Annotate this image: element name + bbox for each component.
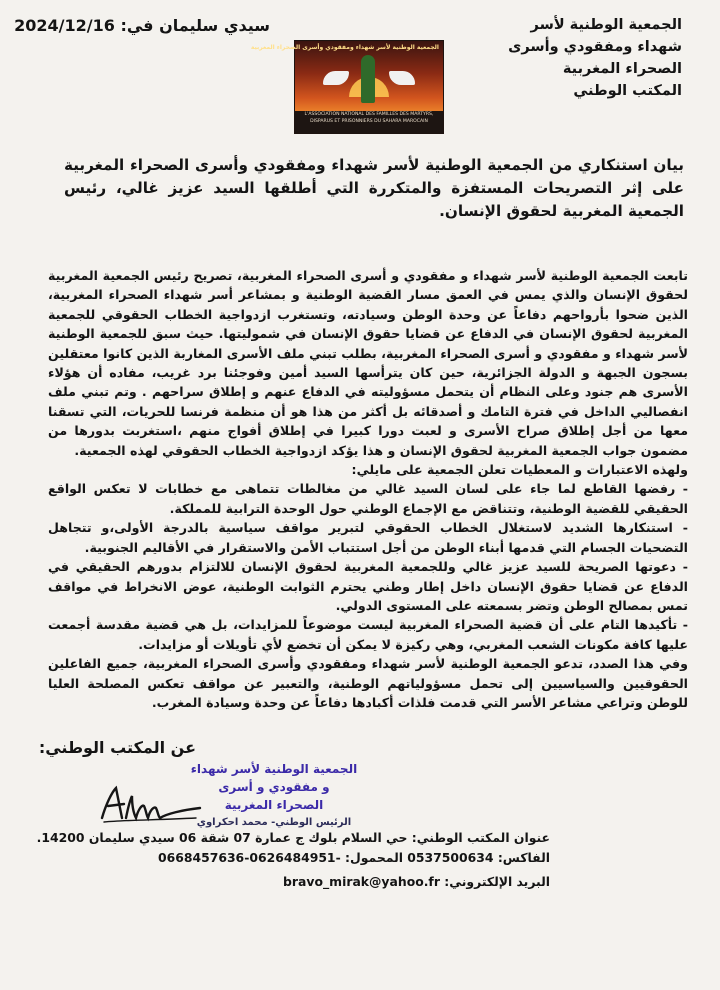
body-point-3: - دعوتها الصريحة للسيد عزيز غالي وللجمعية المغربية لحقوق الإنسان للالتزام بدورهم الحقيقي في الدفاع عن قضايا حقوق الإنسان داخل إطار وطني يحترم الثوابت الوطنية، عوض الانخراط في مواقف تمس بمصالح الوطن وتضر بسمعته على المستوى الدولي.: [48, 559, 688, 613]
mobile-value: -0626484951-0668457636: [157, 850, 341, 865]
footer-phones: [90, 848, 550, 868]
stamp-line-2: و مفقودي و أسرى: [218, 780, 330, 794]
body-paragraph-1: تابعت الجمعية الوطنية لأسر شهداء و مفقودي و أسرى الصحراء المغربية، تصريح رئيس الجمعية المغربية لحقوق الإنسان والذي يمس في العمق مسار القضية الوطنية و بمشاعر أسر شهداء الصحراء المغربية، الذين ضحوا بأرواحهم دفاعاً عن وحدة الوطن وسيادته، وتستغرب ازدواجية الخطاب الحقوقي للجمعية المغربية لحقوق الإنسان في الدفاع عن قضايا حقوق الإنسان في شموليتها. حيث سبق للجمعية الوطنية لأسر شهداء و مفقودي و أسرى الصحراء المغربية، بطلب تبني ملف الأسرى المغاربة الذين كانوا معتقلين بسجون الجبهة و الدولة الجزائرية، حين كان يترأسها السيد أمين وفوجئنا برد غريب، مفاده أن هؤلاء الأسرى هم جنود وعلى النظام أن يتحمل مسؤوليته في الدفاع عنهم و إطلاق سراحهم . وتم تبني ملف انفصاليي الداخل في فترة التامك و أصدقائه بل أكثر من هذا هو أن منظمة فرنسا للحريات، التي تسقنا معها من أجل إطلاق صراح الأسرى و لعبت دورا كبيرا في إطلاق أفواج منهم ،استغربت بدورها من مضمون جواب الجمعية المغربية لحقوق الإنسان و هذا يؤكد ازدواجية الخطاب الحقوقي لهذه الجمعية.: [48, 268, 688, 458]
email-value: bravo_mirak@yahoo.fr: [283, 874, 440, 889]
organization-header: [492, 14, 682, 102]
stamp-line-3: الصحراء المغربية: [224, 798, 324, 812]
footer-email: [90, 872, 550, 892]
official-stamp: [186, 760, 362, 832]
statement-body: [48, 266, 688, 712]
body-point-4: - تأكيدها التام على أن قضية الصحراء المغربية ليست موضوعاً للمزايدات، بل هي قضية مقدسة أجمعت عليها كافة مكونات الشعب المغربي، وهي ركيزة لا يمكن أن تخضع لأي تأويلات أو مزايدات.: [48, 617, 688, 652]
logo-caption-line-1: L'ASSOCIATION NATIONAL DES FAMILLES DES MARTYRS,: [304, 112, 434, 117]
email-label: البريد الإلكتروني:: [444, 874, 550, 889]
logo-caption: [295, 111, 443, 133]
logo-figure-icon: [361, 55, 375, 103]
date-line: [14, 16, 270, 35]
fax-value: 0537500634: [407, 850, 494, 865]
body-point-1: - رفضها القاطع لما جاء على لسان السيد غالي من مغالطات تتماهى مع خطابات لا تعكس الواقع الحقيقي للقضية الوطنية، وتتناقض مع الإجماع الوطني حول الوحدة الترابية للمملكة.: [48, 481, 688, 516]
body-intro: ولهذه الاعتبارات و المعطيات تعلن الجمعية على مايلي:: [351, 462, 688, 478]
logo-caption-line-2: DISPARUS ET PRISONNIERS DU SAHARA MAROCAIN: [310, 119, 428, 124]
mobile-label: المحمول:: [345, 850, 403, 865]
statement-title: بيان استنكاري من الجمعية الوطنية لأسر شهداء ومفقودي وأسرى الصحراء المغربية على إثر التصريحات المستفزة والمتكررة التي أطلقها السيد عزيز غالي، رئيس الجمعية المغربية لحقوق الإنسان.: [64, 156, 684, 220]
fax-label: الفاكس:: [497, 850, 550, 865]
body-closing: وفي هذا الصدد، تدعو الجمعية الوطنية لأسر شهداء ومفقودي وأسرى الصحراء المغربية، جميع الفاعلين الحقوقيين والسياسيين إلى تحمل مسؤولياتهم الوطنية، والتعبير عن مواقف تعكس المصلحة العليا للوطن وتراعي مشاعر الأسر التي قدمت فلذات أكبادها دفاعاً عن وحدة وسيادة المغرب.: [48, 656, 688, 710]
org-line-3: الصحراء المغربية: [562, 61, 682, 77]
association-logo: [250, 40, 444, 134]
org-line-2: شهداء ومفقودي وأسرى: [508, 39, 682, 55]
org-line-4: المكتب الوطني: [573, 83, 682, 99]
logo-arabic-name: الجمعية الوطنية لأسر شهداء ومفقودي وأسرى الصحراء المغربية: [250, 44, 439, 51]
stamp-line-1: الجمعية الوطنية لأسر شهداء: [190, 762, 358, 776]
date-value: 2024/12/16: [14, 16, 115, 35]
signoff-label: عن المكتب الوطني:: [38, 738, 196, 757]
date-label: سيدي سليمان في:: [120, 16, 270, 35]
body-point-2: - استنكارها الشديد لاستغلال الخطاب الحقوقي لتبرير مواقف سياسية بالدرجة الأولى،و تتجاهل التضحيات الجسام التي قدمها أبناء الوطن من أجل استتباب الأمن والاستقرار في الأقاليم الجنوبية.: [48, 520, 688, 555]
footer-address: عنوان المكتب الوطني: حي السلام بلوك ج عمارة 07 شقة 06 سيدي سليمان 14200.: [36, 830, 550, 845]
logo-dove-right-icon: [389, 71, 415, 85]
org-line-1: الجمعية الوطنية لأسر: [530, 17, 682, 33]
contact-footer: [36, 828, 550, 892]
handwritten-signature: [96, 784, 206, 824]
stamp-president: الرئيس الوطني- محمد احكراوي: [196, 817, 352, 828]
logo-dove-left-icon: [323, 71, 349, 85]
